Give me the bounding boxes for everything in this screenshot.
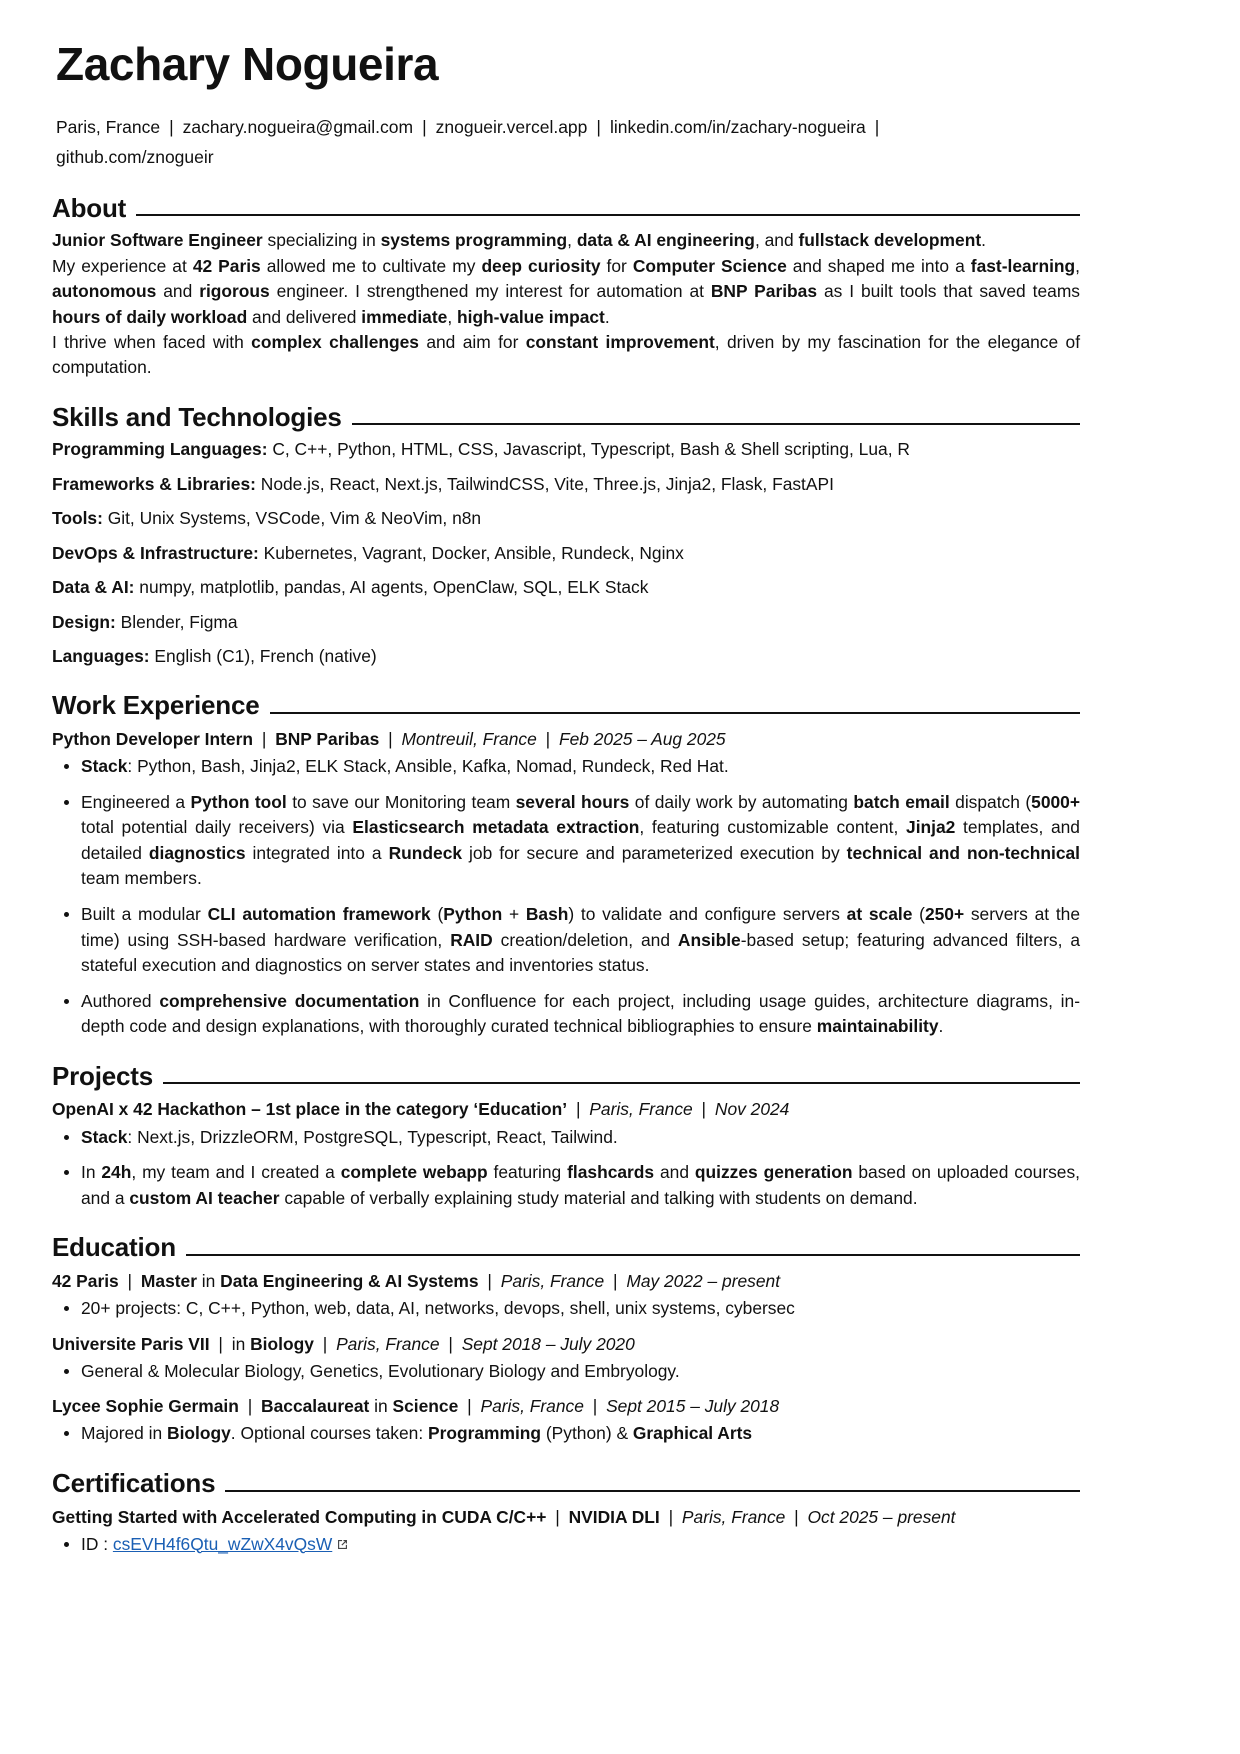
emphasis-text: RAID [450, 929, 493, 950]
italic-text: Sept 2015 – July 2018 [606, 1396, 780, 1417]
plain-text: servers at the time) using SSH-based hardware verification, [81, 903, 1081, 950]
entry-bullet-list [52, 1296, 1080, 1322]
emphasis-text: Elasticsearch metadata extraction [352, 817, 640, 838]
skill-category-label: Design: [52, 611, 116, 632]
contact-item[interactable]: Paris, France [56, 116, 161, 137]
plain-text: : Next.js, DrizzleORM, PostgreSQL, Typescript, React, Tailwind. [127, 1126, 618, 1147]
emphasis-text: fast-learning [970, 255, 1076, 276]
plain-text: of daily work by automating [629, 791, 854, 812]
plain-text: in [369, 1396, 393, 1417]
section-title-skills: Skills and Technologies [52, 401, 342, 432]
field-separator: | [608, 1270, 623, 1291]
skill-category-label: Programming Languages: [52, 439, 268, 460]
italic-text: Nov 2024 [714, 1099, 790, 1120]
section-title-about: About [52, 192, 127, 223]
emphasis-text: 42 Paris [192, 255, 261, 276]
skill-category-value: Blender, Figma [115, 611, 238, 632]
italic-text: Montreuil, France [401, 728, 537, 749]
list-item [52, 1532, 1080, 1558]
emphasis-text: Ansible [677, 929, 741, 950]
emphasis-text: Biology [167, 1423, 231, 1444]
plain-text: job for secure and parameterized execution by [462, 842, 847, 863]
emphasis-text: Stack [81, 756, 128, 777]
entry-bullet-list [52, 1125, 1080, 1212]
emphasis-text: 250+ [924, 903, 965, 924]
entry-header [52, 1096, 1080, 1122]
plain-text: Majored in [81, 1423, 168, 1444]
emphasis-text: flashcards [567, 1162, 655, 1183]
project-entries [52, 1096, 1080, 1211]
plain-text: In [81, 1162, 102, 1183]
plain-text: 20+ projects: C, C++, Python, web, data, AI, networks, devops, shell, unix systems, cybersec [81, 1297, 795, 1318]
plain-text: and delivered [247, 306, 362, 327]
plain-text: ID : [81, 1533, 113, 1554]
emphasis-text: diagnostics [148, 842, 246, 863]
plain-text: for [600, 255, 633, 276]
list-item [52, 902, 1080, 979]
emphasis-text: rigorous [199, 281, 270, 302]
plain-text: specializing in [262, 230, 381, 251]
italic-text: Paris, France [336, 1333, 440, 1354]
contact-separator: | [874, 116, 880, 137]
contact-separator: | [422, 116, 427, 137]
emphasis-text: Master [140, 1270, 197, 1291]
plain-text: General & Molecular Biology, Genetics, Evolutionary Biology and Embryology. [81, 1360, 680, 1381]
entry [52, 1393, 1080, 1447]
emphasis-text: comprehensive documentation [159, 990, 420, 1011]
section-heading-skills [52, 403, 1080, 432]
field-separator: | [213, 1333, 228, 1354]
emphasis-text: immediate [361, 306, 448, 327]
entry-header [52, 726, 1080, 752]
emphasis-text: Biology [250, 1333, 314, 1354]
field-separator: | [122, 1270, 137, 1291]
skill-category-value: English (C1), French (native) [149, 645, 377, 666]
plain-text: Built a modular [81, 903, 208, 924]
field-separator: | [696, 1099, 711, 1120]
entry-bullet-list [52, 754, 1080, 1040]
section-title-work: Work Experience [52, 690, 260, 721]
emphasis-text: Graphical Arts [632, 1423, 753, 1444]
skill-row [52, 506, 1080, 531]
entry [52, 726, 1080, 1040]
skill-category-label: Tools: [52, 508, 103, 529]
plain-text: , [567, 230, 577, 251]
plain-text: , [1075, 255, 1080, 276]
emphasis-text: Python [443, 903, 503, 924]
italic-text: Paris, France [500, 1270, 605, 1291]
plain-text: in Confluence for each project, including usage guides, architecture diagrams, in-depth code and design explanations, with thoroughly curated technical bibliographies to ensure [81, 990, 1080, 1037]
entry-bullet-list [52, 1359, 1080, 1385]
emphasis-text: fullstack development [798, 230, 982, 251]
skill-category-label: Data & AI: [52, 577, 135, 598]
page-title: Zachary Nogueira [56, 38, 439, 90]
plain-text: + [502, 903, 526, 924]
emphasis-text: autonomous [52, 281, 157, 302]
about-paragraph [52, 330, 1080, 381]
emphasis-text: 42 Paris [52, 1270, 119, 1291]
skill-category-value: Git, Unix Systems, VSCode, Vim & NeoVim, n8n [102, 508, 482, 529]
section-rule-about [136, 214, 1080, 216]
emphasis-text: 24h [101, 1162, 132, 1183]
emphasis-text: constant improvement [525, 332, 715, 353]
section-projects [52, 1062, 1080, 1211]
skill-row [52, 472, 1080, 497]
emphasis-text: Programming [428, 1423, 542, 1444]
plain-text: as I built tools that saved teams [817, 281, 1081, 302]
plain-text: integrated into a [245, 842, 389, 863]
plain-text: and [654, 1162, 695, 1183]
emphasis-text: BNP Paribas [275, 728, 380, 749]
emphasis-text: Universite Paris VII [52, 1333, 210, 1354]
plain-text: , featuring customizable content, [639, 817, 907, 838]
plain-text: team members. [81, 868, 202, 889]
emphasis-text: complex challenges [251, 332, 419, 353]
external-link-icon[interactable] [336, 1538, 349, 1551]
field-separator: | [257, 728, 272, 749]
italic-text: Oct 2025 – present [807, 1506, 956, 1527]
plain-text: ( [912, 903, 925, 924]
contact-item[interactable]: zachary.nogueira@gmail.com [182, 116, 414, 137]
italic-text: Sept 2018 – July 2020 [461, 1333, 635, 1354]
skill-row [52, 644, 1080, 669]
plain-text: : Python, Bash, Jinja2, ELK Stack, Ansible, Kafka, Nomad, Rundeck, Red Hat. [127, 756, 729, 777]
plain-text: My experience at [52, 255, 193, 276]
skill-category-label: Frameworks & Libraries: [52, 473, 256, 494]
emphasis-text: several hours [515, 791, 630, 812]
plain-text: and shaped me into a [786, 255, 971, 276]
section-title-projects: Projects [52, 1060, 154, 1091]
field-separator: | [443, 1333, 458, 1354]
plain-text: engineer. I strengthened my interest for automation at [269, 281, 711, 302]
list-item [52, 1160, 1080, 1211]
list-item [52, 1296, 1080, 1322]
field-separator: | [242, 1396, 258, 1417]
section-rule-skills [352, 423, 1080, 425]
emphasis-text: BNP Paribas [710, 281, 818, 302]
field-separator: | [482, 1270, 497, 1291]
plain-text: based on uploaded courses, and a [81, 1162, 1081, 1208]
section-rule-projects [163, 1082, 1080, 1084]
plain-text: , my team and I created a [131, 1162, 341, 1183]
education-entries [52, 1268, 1080, 1447]
contact-separator: | [169, 116, 174, 137]
contact-line [56, 112, 956, 172]
section-title-education: Education [52, 1232, 176, 1263]
entry [52, 1331, 1080, 1385]
section-heading-projects [52, 1062, 1080, 1091]
plain-text: -based setup; featuring advanced filters, a stateful execution and diagnostics on server states and inventories status. [81, 929, 1081, 976]
entry-header [52, 1268, 1080, 1294]
field-separator: | [663, 1506, 678, 1527]
list-item [52, 790, 1080, 892]
italic-text: Paris, France [681, 1506, 786, 1527]
emphasis-text: CLI automation framework [207, 903, 431, 924]
plain-text: . Optional courses taken: [230, 1423, 428, 1444]
emphasis-text: high-value impact [456, 306, 605, 327]
italic-text: May 2022 – present [626, 1270, 781, 1291]
work-entries [52, 726, 1080, 1040]
skills-list [52, 437, 1080, 669]
contact-item[interactable]: znogueir.vercel.app [435, 116, 588, 137]
emphasis-text: deep curiosity [481, 255, 601, 276]
plain-text: Authored [81, 990, 160, 1011]
field-separator: | [383, 728, 398, 749]
emphasis-text: systems programming [380, 230, 568, 251]
emphasis-text: custom AI teacher [129, 1187, 280, 1208]
emphasis-text: NVIDIA DLI [568, 1506, 660, 1527]
section-rule-education [186, 1254, 1080, 1256]
entry-bullet-list [52, 1421, 1080, 1447]
entry-header [52, 1504, 1080, 1530]
plain-text: allowed me to cultivate my [260, 255, 482, 276]
emphasis-text: Getting Started with Accelerated Computing in CUDA C/C++ [52, 1506, 547, 1527]
skill-category-value: Node.js, React, Next.js, TailwindCSS, Vite, Three.js, Jinja2, Flask, FastAPI [255, 473, 834, 494]
entry-header [52, 1393, 1080, 1419]
list-item [52, 1125, 1080, 1151]
about-paragraph [52, 254, 1080, 330]
emphasis-text: Lycee Sophie Germain [52, 1396, 239, 1417]
plain-text: , driven by my fascination for the elegance of computation. [52, 332, 1081, 378]
plain-text: . [981, 230, 986, 251]
section-work-experience [52, 691, 1080, 1039]
section-heading-about [52, 194, 1080, 223]
list-item [52, 1359, 1080, 1385]
plain-text: , [447, 306, 457, 327]
plain-text: and [156, 281, 200, 302]
plain-text: , and [754, 230, 799, 251]
list-item [52, 754, 1080, 780]
skill-row [52, 437, 1080, 462]
section-skills [52, 403, 1080, 669]
entry [52, 1268, 1080, 1322]
plain-text: total potential daily receivers) via [81, 817, 353, 838]
skill-category-value: C, C++, Python, HTML, CSS, Javascript, Typescript, Bash & Shell scripting, Lua, R [267, 439, 910, 460]
emphasis-text: batch email [853, 791, 950, 812]
section-certifications [52, 1469, 1080, 1557]
italic-text: Paris, France [480, 1396, 584, 1417]
emphasis-text: OpenAI x 42 Hackathon – 1st place in the category ‘Education’ [52, 1099, 568, 1120]
section-rule-work [270, 712, 1080, 714]
skill-row [52, 575, 1080, 600]
emphasis-text: Data Engineering & AI Systems [220, 1270, 479, 1291]
plain-text: I thrive when faced with [52, 332, 252, 353]
about-body [52, 228, 1080, 380]
emphasis-text: Junior Software Engineer [52, 230, 263, 251]
section-rule-certifications [225, 1490, 1080, 1492]
section-heading-work [52, 691, 1080, 720]
contact-item[interactable]: github.com/znogueir [56, 146, 214, 167]
list-item [52, 1421, 1080, 1447]
section-title-certifications: Certifications [52, 1467, 216, 1498]
plain-text: templates, and detailed [81, 817, 1080, 863]
emphasis-text: hours of daily workload [52, 306, 248, 327]
field-separator: | [462, 1396, 477, 1417]
contact-separator: | [596, 116, 601, 137]
plain-text: . [604, 306, 610, 327]
emphasis-text: Python Developer Intern [52, 728, 253, 749]
plain-text: creation/deletion, and [492, 929, 678, 950]
emphasis-text: at scale [846, 903, 913, 924]
skill-category-label: Languages: [52, 645, 150, 666]
plain-text: Engineered a [81, 791, 191, 812]
emphasis-text: quizzes generation [694, 1162, 853, 1183]
plain-text: to save our Monitoring team [286, 791, 516, 812]
italic-text: Feb 2025 – Aug 2025 [558, 728, 726, 749]
entry [52, 1504, 1080, 1558]
skill-category-value: numpy, matplotlib, pandas, AI agents, OpenClaw, SQL, ELK Stack [134, 577, 649, 598]
entry [52, 1096, 1080, 1211]
emphasis-text: Jinja2 [906, 817, 956, 838]
plain-text: in [231, 1333, 251, 1354]
plain-text: ) to validate and configure servers [568, 903, 847, 924]
skill-row [52, 541, 1080, 566]
emphasis-text: Stack [81, 1126, 128, 1147]
plain-text: dispatch ( [949, 791, 1032, 812]
emphasis-text: data & AI engineering [576, 230, 755, 251]
skill-category-value: Kubernetes, Vagrant, Docker, Ansible, Rundeck, Nginx [258, 542, 684, 563]
skill-row [52, 610, 1080, 635]
certificate-id-link[interactable]: csEVH4f6Qtu_wZwX4vQsW [112, 1533, 333, 1554]
plain-text: capable of verbally explaining study material and talking with students on demand. [279, 1187, 918, 1208]
entry-header [52, 1331, 1080, 1357]
emphasis-text: Python tool [190, 791, 287, 812]
entry-bullet-list [52, 1532, 1080, 1558]
emphasis-text: Baccalaureat [261, 1396, 370, 1417]
certification-entries [52, 1504, 1080, 1558]
about-paragraph [52, 228, 1080, 253]
emphasis-text: Rundeck [388, 842, 463, 863]
emphasis-text: complete webapp [340, 1162, 488, 1183]
plain-text: featuring [487, 1162, 568, 1183]
emphasis-text: technical and non-technical [846, 842, 1081, 863]
field-separator: | [789, 1506, 804, 1527]
emphasis-text: maintainability [816, 1016, 939, 1037]
emphasis-text: 5000+ [1031, 791, 1080, 812]
skill-category-label: DevOps & Infrastructure: [52, 542, 259, 563]
italic-text: Paris, France [589, 1099, 693, 1120]
plain-text: . [938, 1016, 944, 1037]
field-separator: | [540, 728, 555, 749]
list-item [52, 989, 1080, 1040]
emphasis-text: Bash [525, 903, 569, 924]
plain-text: (Python) & [541, 1423, 633, 1444]
emphasis-text: Computer Science [632, 255, 787, 276]
section-heading-education [52, 1233, 1080, 1262]
field-separator: | [571, 1099, 586, 1120]
emphasis-text: Science [392, 1396, 459, 1417]
plain-text: ( [430, 903, 444, 924]
field-separator: | [550, 1506, 565, 1527]
contact-item[interactable]: linkedin.com/in/zachary-nogueira [609, 116, 866, 137]
section-education [52, 1233, 1080, 1447]
field-separator: | [587, 1396, 603, 1417]
plain-text: and aim for [418, 332, 526, 353]
section-heading-certifications [52, 1469, 1080, 1498]
section-about [52, 194, 1080, 381]
plain-text: in [196, 1270, 221, 1291]
field-separator: | [317, 1333, 333, 1354]
